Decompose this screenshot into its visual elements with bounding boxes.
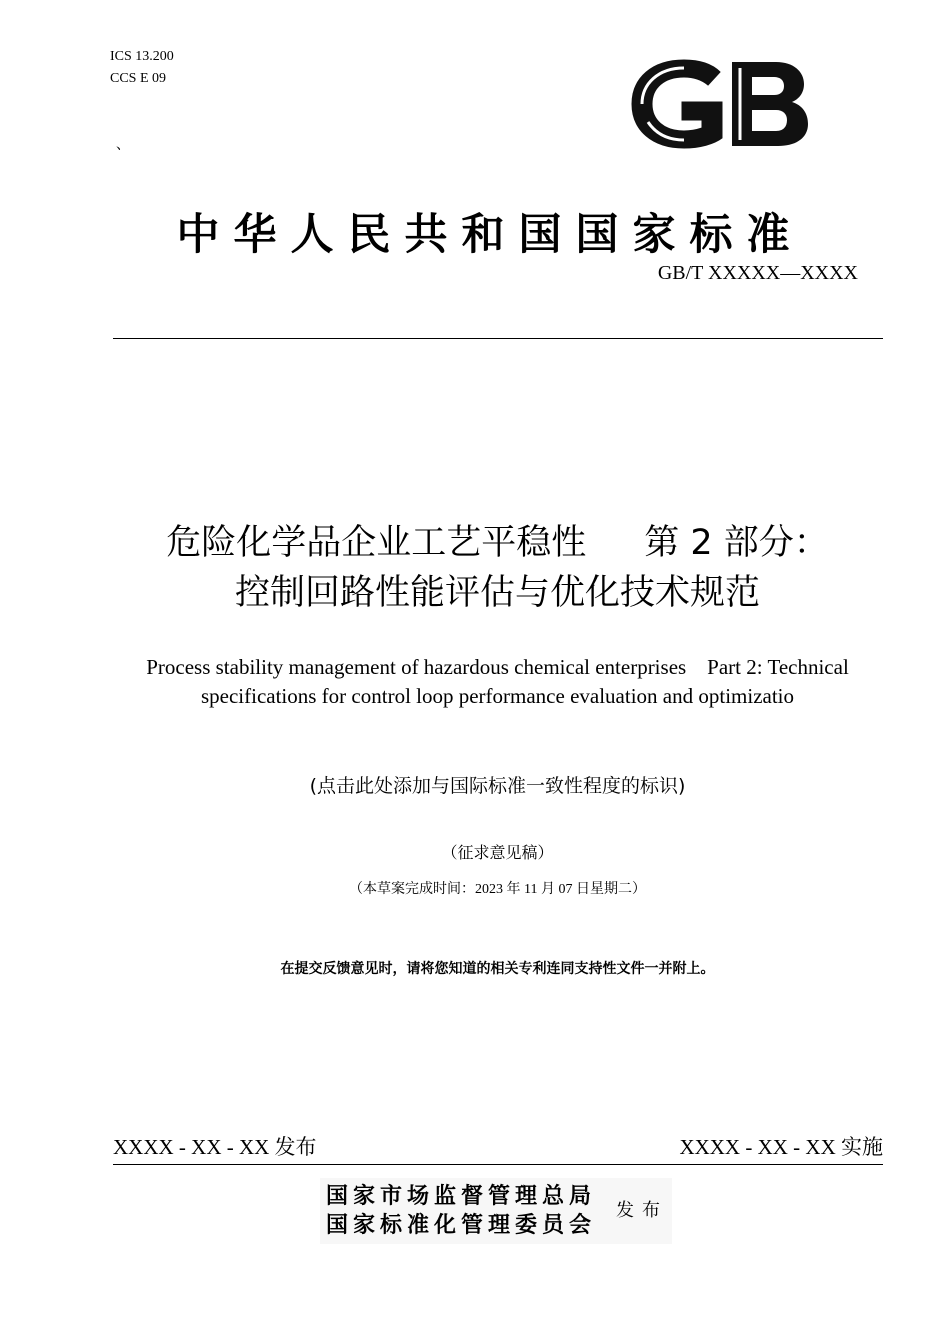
english-title: [60, 653, 935, 711]
patent-notice: 在提交反馈意见时，请将您知道的相关专利连同支持性文件一并附上。: [280, 961, 715, 977]
national-standard-heading: 中华人民共和国国家标准: [176, 210, 804, 260]
classification-codes: [110, 46, 174, 90]
gb-logo: [628, 58, 810, 150]
ics-code: ICS 13.200: [110, 49, 174, 64]
ccs-code: CCS E 09: [110, 71, 167, 86]
chinese-title-line1: [60, 518, 935, 568]
chinese-title-part-a: 危险化学品企业工艺平稳性: [166, 523, 587, 563]
issuer-samr: 国家市场监督管理总局: [326, 1183, 597, 1209]
header-divider: [113, 338, 883, 339]
standard-number: GB/T XXXXX—XXXX: [657, 262, 858, 284]
english-title-line1: Process stability management of hazardous chemical enterprises Part 2: Technical: [146, 655, 849, 679]
issuing-authorities: [320, 1178, 672, 1244]
issue-label: 发布: [616, 1200, 668, 1221]
footer-divider: [113, 1164, 883, 1165]
conformity-placeholder[interactable]: (点击此处添加与国际标准一致性程度的标识): [309, 775, 686, 797]
draft-status: （征求意见稿）: [441, 843, 554, 862]
draft-completion-date: （本草案完成时间：2023 年 11 月 07 日星期二）: [349, 882, 646, 897]
chinese-title-part-b: 第 2 部分：: [644, 523, 829, 563]
publish-date: XXXX - XX - XX 发布: [113, 1135, 317, 1159]
stray-mark: 、: [116, 138, 130, 153]
chinese-title-line2: 控制回路性能评估与优化技术规范: [234, 573, 760, 613]
implement-date: XXXX - XX - XX 实施: [679, 1135, 883, 1159]
issuer-sac: 国家标准化管理委员会: [326, 1212, 597, 1238]
gb-logo-icon: [628, 58, 810, 150]
chinese-title: [60, 518, 935, 618]
english-title-line2: specifications for control loop performance evaluation and optimizatio: [200, 684, 795, 708]
